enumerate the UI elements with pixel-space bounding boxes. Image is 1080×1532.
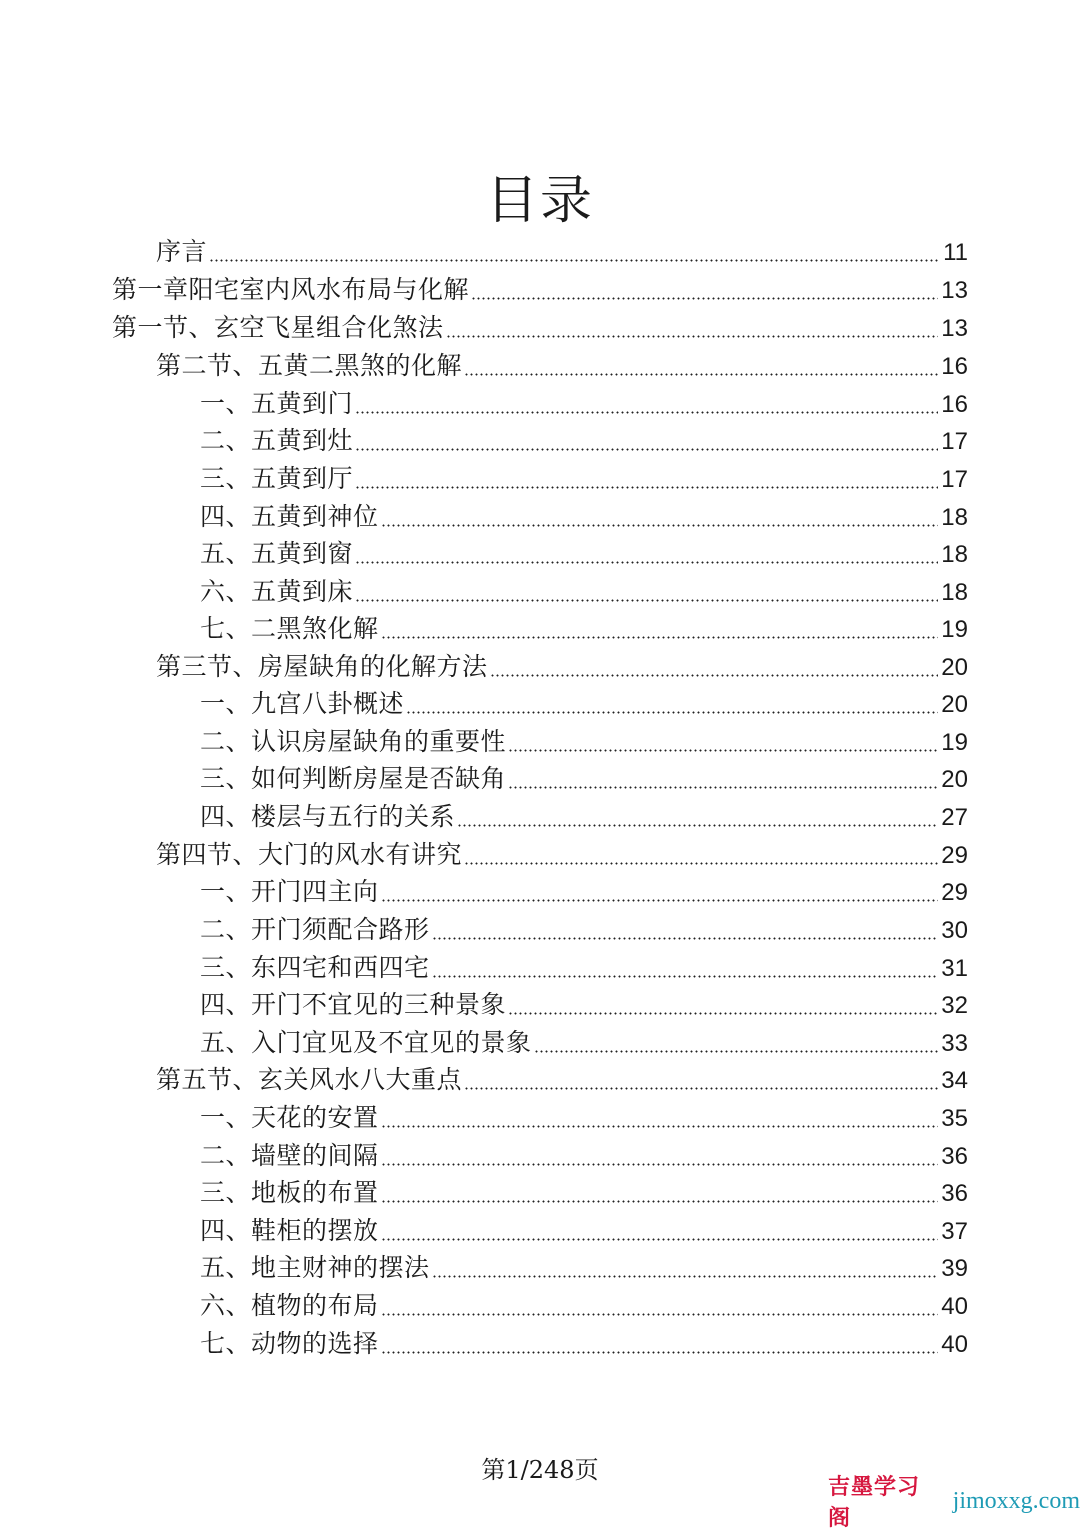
- toc-entry[interactable]: [200, 798, 968, 836]
- toc-entry-page: 19: [941, 729, 968, 756]
- toc-entry-page: 39: [941, 1255, 968, 1282]
- toc-entry-page: 36: [941, 1143, 968, 1170]
- toc-entry-label: 五、五黄到窗: [200, 539, 354, 568]
- toc-entry[interactable]: [156, 233, 968, 271]
- toc-entry-page: 29: [941, 842, 968, 869]
- toc-entry[interactable]: [200, 385, 968, 423]
- toc-entry[interactable]: [200, 873, 968, 911]
- dot-leader: [209, 242, 938, 262]
- toc-entry[interactable]: [112, 309, 968, 347]
- toc-entry-label: 四、鞋柜的摆放: [200, 1216, 379, 1245]
- toc-entry-page: 40: [941, 1293, 968, 1320]
- toc-entry-page: 32: [941, 992, 968, 1019]
- toc-entry-page: 20: [941, 691, 968, 718]
- toc-entry[interactable]: [200, 1137, 968, 1175]
- dot-leader: [381, 882, 938, 902]
- toc-entry-label: 七、动物的选择: [200, 1329, 379, 1358]
- dot-leader: [381, 507, 938, 527]
- dot-leader: [534, 1033, 938, 1053]
- toc-entry-label: 七、二黑煞化解: [200, 614, 379, 643]
- toc-entry-label: 第一节、玄空飞星组合化煞法: [112, 313, 444, 342]
- toc-entry-page: 37: [941, 1218, 968, 1245]
- toc-entry-page: 16: [941, 391, 968, 418]
- toc-entry[interactable]: [156, 836, 968, 874]
- toc-entry-page: 18: [941, 579, 968, 606]
- dot-leader: [457, 807, 938, 827]
- toc-entry-page: 13: [941, 315, 968, 342]
- toc-entry[interactable]: [200, 610, 968, 648]
- toc-entry[interactable]: [156, 648, 968, 686]
- toc-entry-label: 第四节、大门的风水有讲究: [156, 840, 463, 869]
- dot-leader: [381, 619, 938, 639]
- toc-entry-page: 36: [941, 1180, 968, 1207]
- toc-entry-label: 一、开门四主向: [200, 877, 379, 906]
- toc-entry-label: 六、植物的布局: [200, 1291, 379, 1320]
- toc-entry[interactable]: [200, 911, 968, 949]
- toc-entry[interactable]: [200, 1325, 968, 1363]
- toc-entry-page: 40: [941, 1331, 968, 1358]
- toc-entry-page: 13: [941, 277, 968, 304]
- dot-leader: [464, 1070, 938, 1090]
- toc-entry[interactable]: [200, 460, 968, 498]
- toc-entry[interactable]: [200, 573, 968, 611]
- toc-entry-label: 序言: [156, 237, 208, 266]
- toc-entry-label: 一、五黄到门: [200, 389, 354, 418]
- dot-leader: [406, 694, 938, 714]
- toc-entry[interactable]: [200, 1174, 968, 1212]
- dot-leader: [381, 1221, 938, 1241]
- dot-leader: [432, 920, 938, 940]
- toc-entry-page: 33: [941, 1030, 968, 1057]
- toc-entry-label: 四、楼层与五行的关系: [200, 802, 456, 831]
- toc-entry-label: 四、五黄到神位: [200, 502, 379, 531]
- toc-entry-page: 30: [941, 917, 968, 944]
- toc-entry-label: 一、九宫八卦概述: [200, 689, 405, 718]
- dot-leader: [355, 582, 938, 602]
- toc-entry-page: 19: [941, 616, 968, 643]
- dot-leader: [446, 318, 938, 338]
- toc-entry-label: 三、东四宅和西四宅: [200, 953, 430, 982]
- toc-entry-label: 二、五黄到灶: [200, 426, 354, 455]
- toc-entry[interactable]: [200, 1249, 968, 1287]
- toc-entry-label: 三、地板的布置: [200, 1178, 379, 1207]
- toc-entry-page: 31: [941, 955, 968, 982]
- toc-entry-label: 二、开门须配合路形: [200, 915, 430, 944]
- toc-entry[interactable]: [200, 723, 968, 761]
- watermark-brand: 吉墨学习阁: [828, 1475, 921, 1531]
- toc-entry[interactable]: [200, 760, 968, 798]
- page-title: 目录: [485, 171, 594, 231]
- toc-entry[interactable]: [156, 347, 968, 385]
- toc-entry-label: 五、地主财神的摆法: [200, 1253, 430, 1282]
- toc-entry-page: 11: [943, 239, 968, 266]
- dot-leader: [471, 280, 938, 300]
- dot-leader: [381, 1146, 938, 1166]
- dot-leader: [490, 657, 938, 677]
- toc-entry-label: 二、墙壁的间隔: [200, 1141, 379, 1170]
- toc-entry[interactable]: [200, 535, 968, 573]
- dot-leader: [355, 431, 938, 451]
- toc-entry-page: 17: [941, 428, 968, 455]
- toc-entry-label: 第五节、玄关风水八大重点: [156, 1065, 463, 1094]
- dot-leader: [355, 544, 938, 564]
- watermark-url: jimoxxg.com: [952, 1487, 1080, 1514]
- dot-leader: [381, 1108, 938, 1128]
- site-watermark: [828, 1470, 1080, 1532]
- toc-entry[interactable]: [200, 422, 968, 460]
- dot-leader: [355, 394, 938, 414]
- dot-leader: [381, 1296, 938, 1316]
- toc-entry-page: 18: [941, 504, 968, 531]
- toc-entry[interactable]: [200, 1212, 968, 1250]
- toc-entry-label: 第二节、五黄二黑煞的化解: [156, 351, 463, 380]
- toc-entry-label: 二、认识房屋缺角的重要性: [200, 727, 507, 756]
- toc-entry-label: 四、开门不宜见的三种景象: [200, 990, 507, 1019]
- toc-entry-page: 35: [941, 1105, 968, 1132]
- toc-entry-page: 17: [941, 466, 968, 493]
- page-number-footer: 第1/248页: [481, 1456, 599, 1484]
- toc-entry-label: 六、五黄到床: [200, 577, 354, 606]
- toc-entry[interactable]: [200, 949, 968, 987]
- toc-entry[interactable]: [156, 1061, 968, 1099]
- toc-entry-page: 18: [941, 541, 968, 568]
- toc-entry[interactable]: [200, 1099, 968, 1137]
- dot-leader: [508, 732, 938, 752]
- toc-entry[interactable]: [112, 271, 968, 309]
- toc-entry-page: 34: [941, 1067, 968, 1094]
- toc-entry[interactable]: [200, 1287, 968, 1325]
- toc-entry[interactable]: [200, 986, 968, 1024]
- dot-leader: [508, 995, 938, 1015]
- toc-entry-page: 20: [941, 766, 968, 793]
- dot-leader: [355, 469, 938, 489]
- dot-leader: [464, 845, 938, 865]
- dot-leader: [432, 958, 938, 978]
- toc-entry-page: 20: [941, 654, 968, 681]
- toc-entry-label: 第一章阳宅室内风水布局与化解: [112, 275, 470, 304]
- toc-entry-page: 29: [941, 879, 968, 906]
- dot-leader: [432, 1258, 938, 1278]
- dot-leader: [464, 356, 938, 376]
- dot-leader: [508, 769, 938, 789]
- toc-entry-label: 第三节、房屋缺角的化解方法: [156, 652, 488, 681]
- toc-entry[interactable]: [200, 685, 968, 723]
- toc-entry-label: 三、如何判断房屋是否缺角: [200, 764, 507, 793]
- dot-leader: [381, 1183, 938, 1203]
- toc-entry[interactable]: [200, 498, 968, 536]
- toc-entry-page: 16: [941, 353, 968, 380]
- toc-entry[interactable]: [200, 1024, 968, 1062]
- toc-entry-label: 三、五黄到厅: [200, 464, 354, 493]
- toc-entry-label: 一、天花的安置: [200, 1103, 379, 1132]
- toc-entry-page: 27: [941, 804, 968, 831]
- dot-leader: [381, 1334, 938, 1354]
- toc-entry-label: 五、入门宜见及不宜见的景象: [200, 1028, 532, 1057]
